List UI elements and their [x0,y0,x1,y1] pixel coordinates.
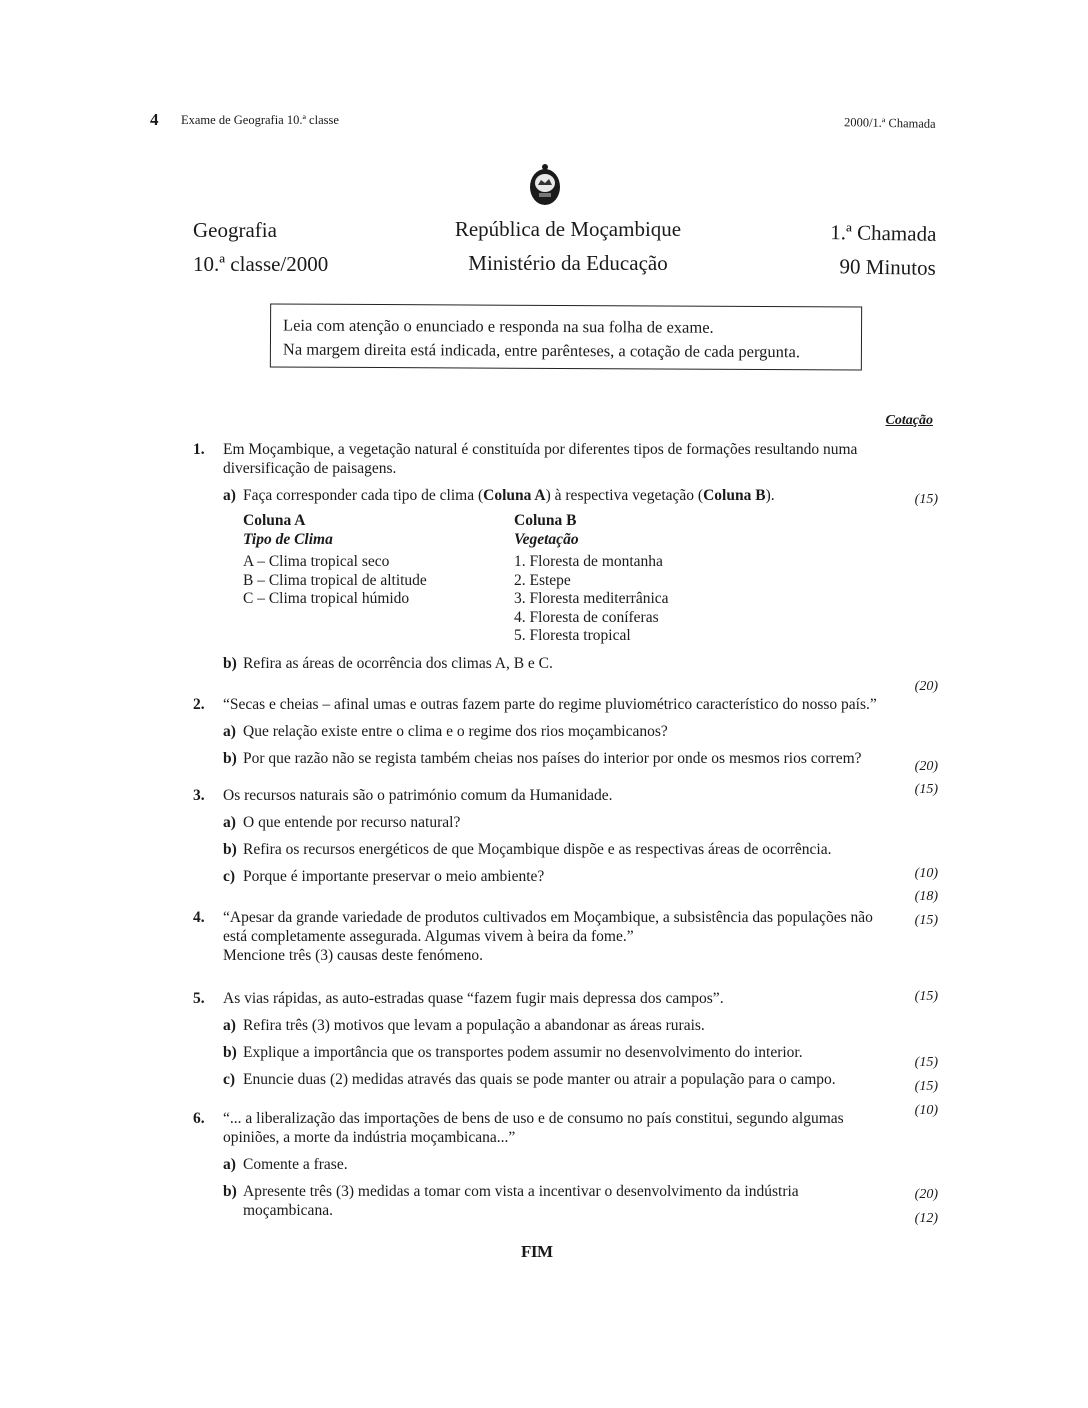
sub-question-1b: b) Refira as áreas de ocorrência dos climas A, B e C. [223,654,553,672]
score-value: (15) [914,989,938,1004]
header-right [829,215,936,285]
grade-year: 10.ª classe/2000 [193,252,329,276]
page-number: 4 [150,110,159,129]
column-b-item: 3. Floresta mediterrânica [514,590,669,607]
column-b-item: 2. Estepe [514,571,571,589]
sub-question-6a: a) Comente a frase. [223,1155,348,1173]
column-b-item: 5. Floresta tropical [514,627,631,644]
sub-question-1a: a) Faça corresponder cada tipo de clima (Coluna A) à respectiva vegetação (Coluna B). [223,487,775,504]
sub-question-3b: b) Refira os recursos energéticos de que Moçambique dispõe e as respectivas áreas de ocorrência. [223,840,832,858]
column-b-item: 1. Floresta de montanha [514,553,663,570]
sub-question-6b: b) Apresente três (3) medidas a tomar com vista a incentivar o desenvolvimento da indústria moçambicana. [223,1182,799,1219]
subject: Geografia [193,218,277,242]
running-edition: 2000/1.ª Chamada [844,115,937,131]
score-value: (12) [914,1211,938,1226]
sub-question-3a: a) O que entende por recurso natural? [223,813,461,831]
column-b: Coluna B Vegetação 1. Floresta de montanha 2. Estepe 3. Floresta mediterrânica 4. Floresta de coníferas 5. Floresta tropical [514,511,785,646]
sub-letter: a) [223,487,236,504]
column-a-item: C – Clima tropical húmido [243,590,410,607]
score-value: (10) [914,1103,938,1118]
sub-question-5c: c) Enuncie duas (2) medidas através das quais se pode manter ou atrair a população para o campo. [223,1070,836,1088]
score-value: (10) [914,866,938,881]
ministry: Ministério da Educação [468,251,668,275]
score-value: (15) [914,782,938,797]
instructions-box [270,303,862,370]
score-value: (15) [914,1055,938,1070]
question-3: 3. Os recursos naturais são o património comum da Humanidade. a) O que entende por recurso natural? b) Refira os recursos energéticos de que Moçambique dispõe e as respectivas áreas de ocorrência. c) Porque é importante preservar o meio ambiente? [193,786,883,886]
question-5: 5. As vias rápidas, as auto-estradas quase “fazem fugir mais depressa dos campos”. a) Refira três (3) motivos que levam a população a abandonar as áreas rurais. b) Explique a importância que os transportes podem assumir no desenvolvimento do interior. c) Enuncie duas (2) medidas através das quais se pode manter ou atrair a população para o campo. [193,989,883,1089]
score-value: (15) [914,1079,938,1094]
score-value: (15) [914,913,938,928]
score-value: (15) [914,492,938,507]
end-marker: FIM [521,1242,553,1261]
sub-question-2b: b) Por que razão não se regista também cheias nos países do interior por onde os mesmos rios correm? [223,749,862,767]
country: República de Moçambique [454,217,682,241]
question-2: 2. “Secas e cheias – afinal umas e outras fazem parte do regime pluviométrico característico do nosso país.” a) Que relação existe entre o clima e o regime dos rios moçambicanos? b) Por que razão não se regista também cheias nos países do interior por onde os mesmos rios correm? [193,695,883,768]
duration: 90 Minutos [839,254,936,280]
question-1 [193,440,883,673]
question-6: 6. “... a liberalização das importações de bens de uso e de consumo no país constitui, segundo algumas opiniões, a morte da indústria moçambicana...” a) Comente a frase. b) Apresente três (3) medidas a tomar com vista a incentivar o desenvolvimento da indústria moçambicana. [193,1109,883,1220]
column-a-item: A – Clima tropical seco [243,553,390,570]
header-center [448,212,688,280]
score-value: (20) [914,679,938,694]
instruction-line-1: Leia com atenção o enunciado e responda na sua folha de exame. [283,315,714,337]
score-value: (20) [914,1187,938,1202]
exam-call: 1.ª Chamada [829,220,937,246]
mozambique-coat-of-arms-icon [527,163,563,207]
matching-columns [243,511,883,646]
score-value: (18) [914,889,938,904]
column-b-item: 4. Floresta de coníferas [514,608,659,626]
running-title: Exame de Geografia 10.ª classe [181,113,339,127]
column-a: Coluna A Tipo de Clima A – Clima tropical seco B – Clima tropical de altitude C – Clima tropical húmido [243,511,514,646]
column-a-item: B – Clima tropical de altitude [243,571,427,589]
sub-question-3c: c) Porque é importante preservar o meio ambiente? [223,867,545,885]
questions [193,440,883,1234]
instruction-line-2: Na margem direita está indicada, entre parênteses, a cotação de cada pergunta. [282,339,801,362]
header-left [193,213,328,281]
question-number: 1. [193,441,205,458]
sub-question-2a: a) Que relação existe entre o clima e o regime dos rios moçambicanos? [223,722,668,740]
sub-question-5a: a) Refira três (3) motivos que levam a população a abandonar as áreas rurais. [223,1016,705,1034]
question-4: 4. “Apesar da grande variedade de produtos cultivados em Moçambique, a subsistência das populações não está completamente assegurada. Algumas vivem à beira da fome.” Mencione três (3) causas deste fenómeno. [193,908,873,964]
score-value: (20) [914,759,938,774]
question-text: Em Moçambique, a vegetação natural é constituída por diferentes tipos de formações resultando numa diversificação de paisagens. [223,441,858,477]
sub-question-5b: b) Explique a importância que os transportes podem assumir no desenvolvimento do interior. [223,1043,803,1061]
cotacao-heading: Cotação [885,413,933,428]
